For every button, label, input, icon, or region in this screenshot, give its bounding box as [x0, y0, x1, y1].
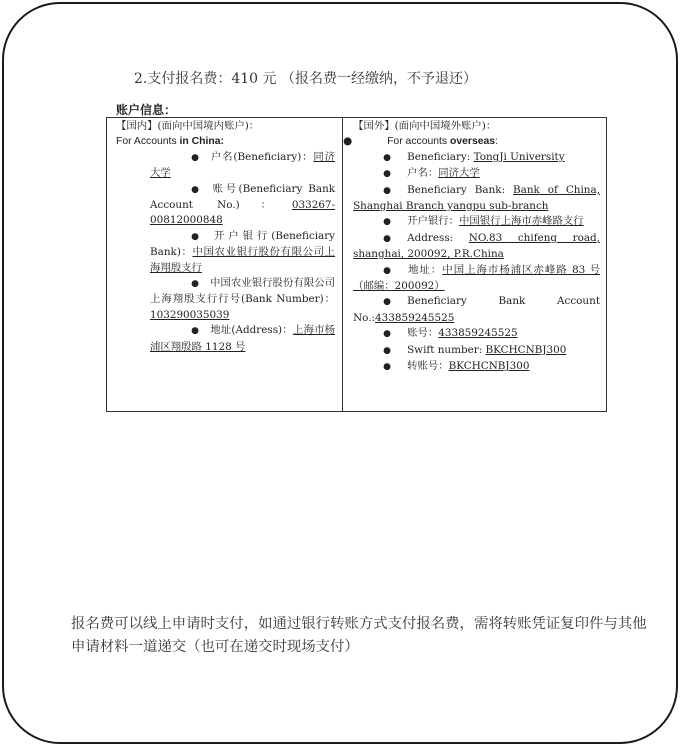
overseas-item: ● Beneficiary Bank Account No.:433859245525	[353, 295, 600, 324]
bullet-icon: ●	[383, 185, 391, 196]
domestic-item: ● 开户银行(Beneficiary Bank)：中国农业银行股份有限公司上海翔殷支行	[150, 229, 336, 274]
overseas-subheader: For accounts overseas:	[387, 136, 498, 148]
bullet-icon: ●	[191, 152, 199, 163]
payment-note: 报名费可以线上申请时支付，如通过银行转账方式支付报名费，需将转账凭证复印件与其他申请材料一道递交（也可在递交时现场支付）	[71, 616, 647, 655]
domestic-item: ● 户名(Beneficiary)：同济大学	[150, 150, 336, 180]
domestic-item: ● 地址(Address)：上海市杨浦区翔殷路 1128 号	[150, 324, 336, 353]
overseas-item: ● Beneficiary Bank: Bank of China, Shanghai Branch yangpu sub-branch	[353, 183, 600, 213]
bullet-icon: ●	[383, 329, 391, 340]
bullet-icon: ●	[383, 217, 391, 228]
account-info-title: 账户信息：	[116, 103, 177, 117]
domestic-item: ● 账号(Beneficiary Bank Account No.)：033267-00812000848	[150, 182, 336, 227]
domestic-subheader: For Accounts in China:	[116, 136, 224, 148]
domestic-item-list	[116, 150, 335, 355]
bullet-icon: ●	[191, 326, 199, 337]
overseas-item: ● Swift number: BKCHCNBJ300	[353, 343, 600, 359]
bullet-icon: ●	[383, 362, 391, 373]
bullet-icon: ●	[191, 184, 199, 195]
domestic-column	[107, 118, 343, 411]
overseas-item: ● 户名：同济大学	[353, 166, 600, 182]
bullet-icon: ●	[191, 231, 199, 242]
overseas-header: 【国外】(面向中国境外账户)：	[353, 120, 497, 132]
domestic-header: 【国内】(面向中国境内账户)：	[116, 120, 260, 132]
overseas-item: ● Address: NO.83 chifeng road, shanghai, 200092, P.R.China	[353, 231, 600, 261]
overseas-item: ● Beneficiary: TongJi University	[353, 150, 600, 166]
account-table	[106, 117, 607, 412]
overseas-item: ● 转账号：BKCHCNBJ300	[353, 359, 600, 375]
payment-heading: 2.支付报名费：410 元 （报名费一经缴纳，不予退还）	[134, 71, 477, 87]
overseas-column	[343, 118, 606, 411]
bullet-icon: ●	[343, 135, 353, 148]
bullet-icon: ●	[383, 297, 391, 308]
overseas-item: ● 开户银行：中国银行上海市赤峰路支行	[353, 214, 600, 230]
domestic-item: ● 中国农业银行股份有限公司上海翔殷支行行号(Bank Number)：103290035039	[150, 277, 336, 321]
bullet-icon: ●	[383, 265, 391, 276]
bullet-icon: ●	[383, 233, 391, 244]
overseas-item-list	[353, 150, 600, 376]
bullet-icon: ●	[383, 345, 391, 356]
bullet-icon: ●	[383, 152, 391, 163]
bullet-icon: ●	[191, 279, 199, 290]
bullet-icon: ●	[383, 169, 391, 180]
overseas-item: ● 账号：433859245525	[353, 326, 600, 342]
overseas-item: ● 地址：中国上海市杨浦区赤峰路 83 号（邮编：200092）	[353, 263, 601, 293]
